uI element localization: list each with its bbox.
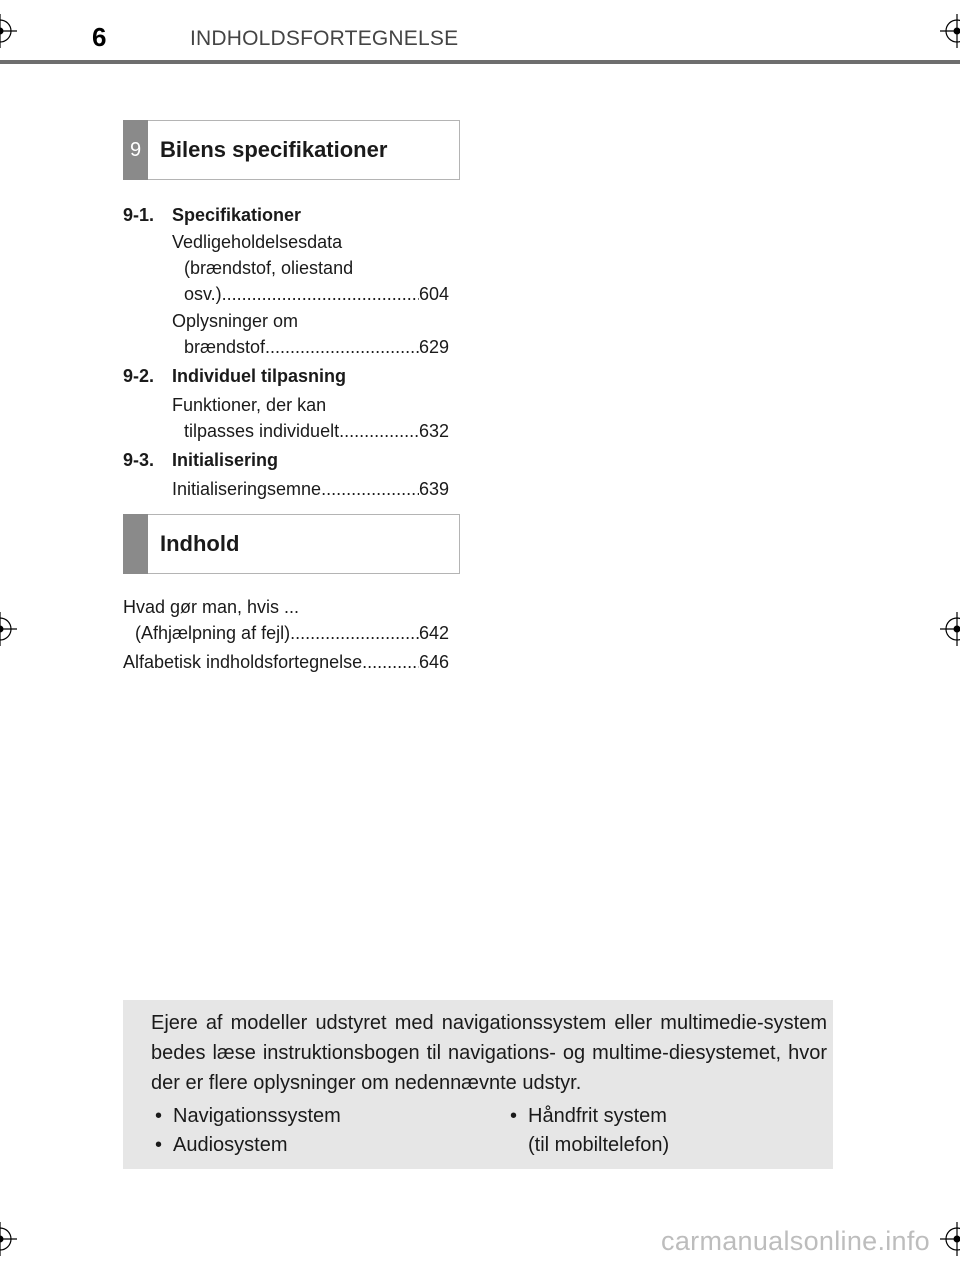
toc-page-number: 646	[418, 652, 449, 672]
page-number: 6	[92, 22, 107, 52]
toc-entry-leader[interactable]	[184, 281, 449, 307]
chapter-title-link[interactable]: Specifikationer	[172, 205, 302, 225]
bullet-item	[155, 1131, 288, 1159]
toc-entry-text: Alfabetisk indholdsfortegnelse	[123, 652, 363, 672]
toc-entry-text: osv.)	[184, 284, 222, 304]
leader-dots	[321, 476, 419, 502]
toc-entry-line[interactable]: (brændstof, oliestand	[184, 258, 354, 278]
leader-dots	[222, 281, 419, 307]
chapter-number: 9-3.	[123, 450, 155, 470]
leader-dots	[362, 649, 419, 675]
bullet-text: Audiosystem	[173, 1134, 288, 1156]
chapter-title-link[interactable]: Individuel tilpasning	[172, 366, 347, 386]
toc-entry-line[interactable]: Funktioner, der kan	[172, 395, 327, 415]
toc-entry-text: tilpasses individuelt	[184, 421, 340, 441]
bullet-glyph: •	[155, 1134, 163, 1156]
watermark: carmanualsonline.info	[661, 1226, 930, 1256]
info-box	[123, 1000, 833, 1169]
toc-page-number: 642	[418, 623, 449, 643]
leader-dots	[339, 418, 419, 444]
bullet-text: Håndfrit system	[528, 1105, 667, 1127]
section-heading-box	[123, 120, 460, 180]
registration-mark-bottom-left	[0, 1222, 17, 1256]
leader-dots	[290, 620, 419, 646]
bullet-glyph: •	[155, 1105, 163, 1127]
index-heading-title: Indhold	[160, 531, 240, 556]
bullet-text: (til mobiltelefon)	[528, 1134, 670, 1156]
header-rule	[0, 60, 960, 64]
bullet-glyph: •	[510, 1105, 518, 1127]
toc-entry-line[interactable]: Vedligeholdelsesdata	[172, 232, 343, 252]
toc-entry-text: Initialiseringsemne	[172, 479, 322, 499]
leader-dots	[265, 334, 419, 360]
toc-entry-leader[interactable]	[135, 620, 449, 646]
toc-page-number: 604	[418, 284, 449, 304]
registration-mark-top-left	[0, 14, 17, 48]
registration-mark-mid-left	[0, 612, 17, 646]
toc-entry-leader[interactable]	[184, 418, 449, 444]
bullet-text: Navigationssystem	[173, 1105, 341, 1127]
toc-entry-line[interactable]: Hvad gør man, hvis ...	[123, 597, 300, 617]
index-heading-box	[123, 514, 460, 574]
toc-entry-text: (Afhjælpning af fejl)	[135, 623, 291, 643]
toc-page-number: 632	[418, 421, 449, 441]
registration-mark-top-right	[940, 14, 960, 48]
section-number-tab: 9	[123, 120, 148, 180]
toc-entry-leader[interactable]	[184, 334, 449, 360]
registration-mark-bottom-right	[940, 1222, 960, 1256]
chapter-number: 9-2.	[123, 366, 155, 386]
header-title: INDHOLDSFORTEGNELSE	[190, 27, 459, 50]
index-heading-tab	[123, 514, 148, 574]
toc-entry-line[interactable]: Oplysninger om	[172, 311, 299, 331]
toc-entry-text: brændstof	[184, 337, 266, 357]
info-text: Ejere af modeller udstyret med navigationssystem eller multimedie-system bedes læse instruktionsbogen til navigations- og multime-diesystemet, hvor der er flere oplysninger om nedennævnte udstyr.	[151, 1012, 827, 1094]
bullet-item	[155, 1102, 341, 1130]
bullet-item	[510, 1102, 667, 1130]
toc-page-number: 629	[418, 337, 449, 357]
registration-mark-mid-right	[940, 612, 960, 646]
toc-page-number: 639	[418, 479, 449, 499]
toc-entry-leader[interactable]	[123, 649, 449, 675]
section-title: Bilens specifikationer	[160, 137, 388, 162]
chapter-title-link[interactable]: Initialisering	[172, 450, 279, 470]
bullet-continuation	[528, 1131, 669, 1159]
toc-entry-leader[interactable]	[172, 476, 449, 502]
chapter-number: 9-1.	[123, 205, 155, 225]
